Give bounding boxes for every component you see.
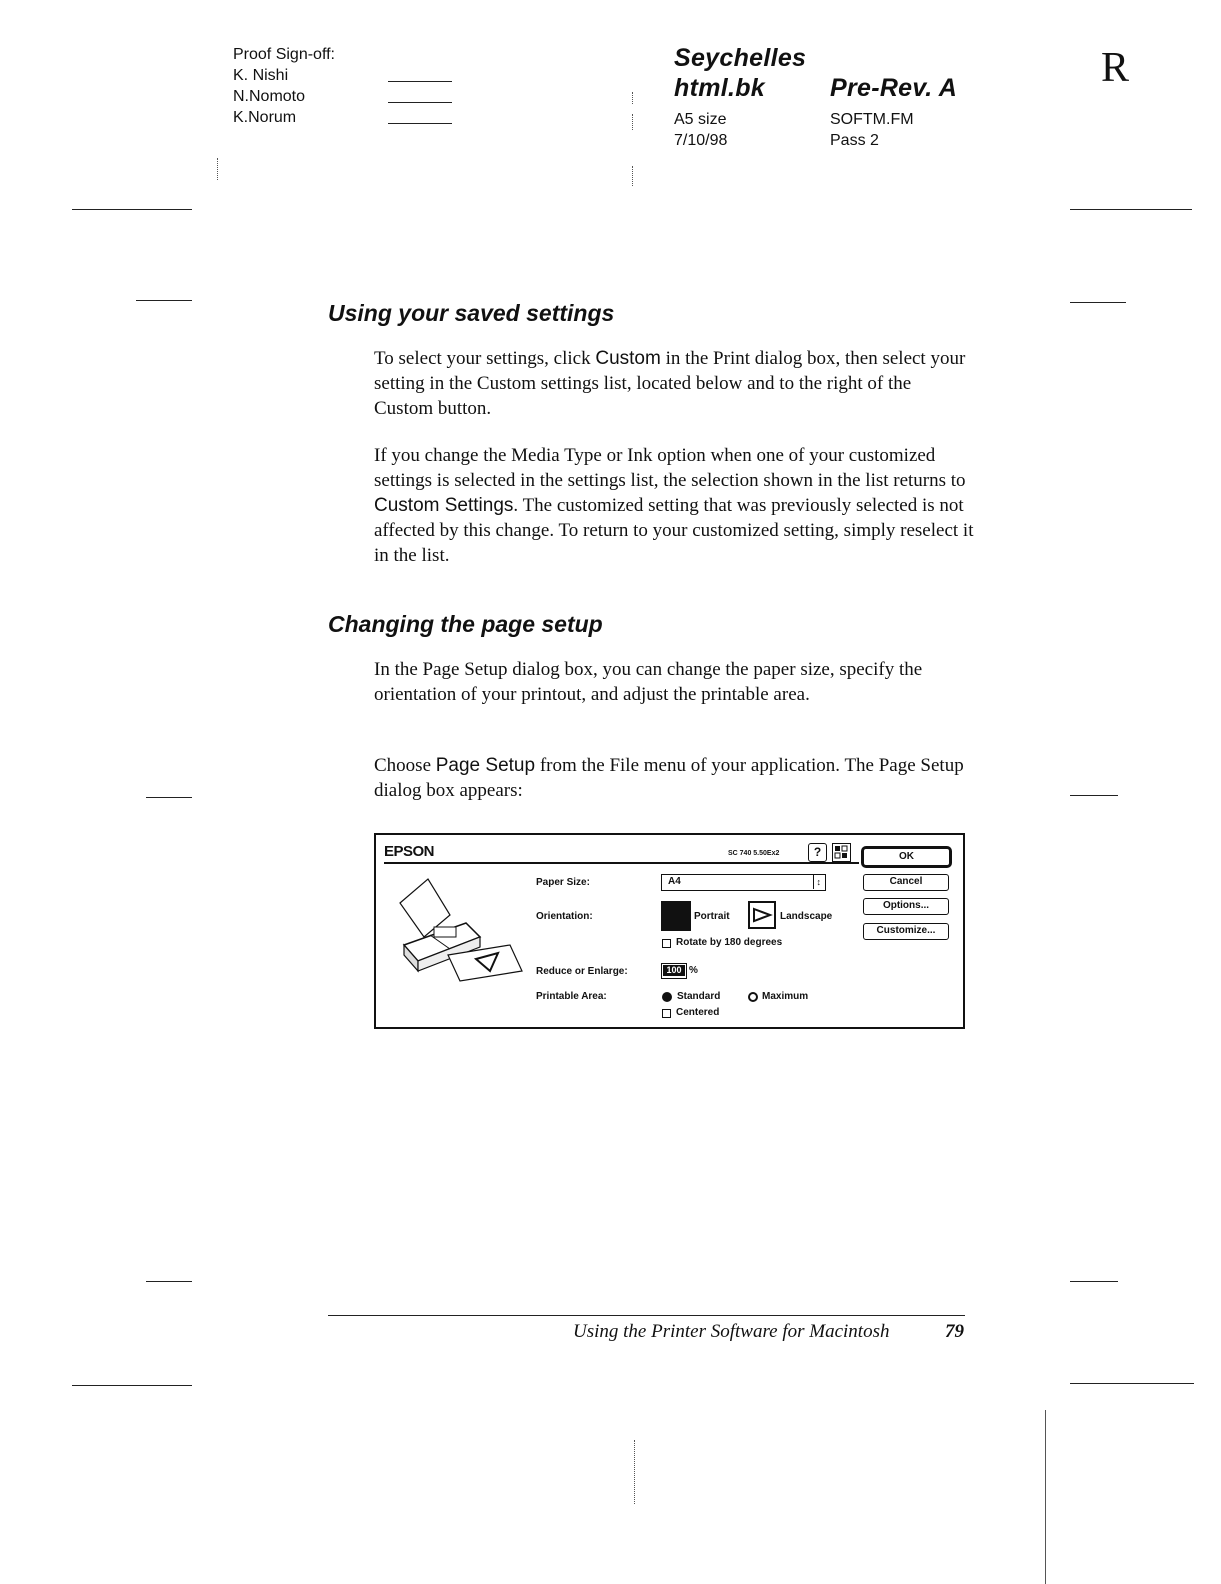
maximum-radio[interactable] xyxy=(748,992,758,1002)
options-button[interactable]: Options... xyxy=(863,898,949,915)
rotate-label: Rotate by 180 degrees xyxy=(676,937,783,948)
maximum-label: Maximum xyxy=(762,991,809,1002)
guide-dots xyxy=(634,1440,635,1504)
signer-2: N.Nomoto xyxy=(233,88,306,105)
cancel-button[interactable]: Cancel xyxy=(863,874,949,891)
crop-mark xyxy=(146,1281,192,1282)
guide-dots xyxy=(632,114,633,130)
reduce-enlarge-input[interactable] xyxy=(661,963,687,979)
guide-line xyxy=(1045,1410,1046,1584)
brand-logo: EPSON xyxy=(384,843,435,860)
signature-line xyxy=(388,102,452,103)
proof-signoff xyxy=(233,44,335,128)
reduce-enlarge-label: Reduce or Enlarge: xyxy=(536,966,628,977)
ui-term: Custom Settings xyxy=(374,495,514,516)
guide-dots xyxy=(632,166,633,186)
corner-letter: R xyxy=(1101,45,1130,91)
crop-mark xyxy=(146,797,192,798)
crop-mark xyxy=(136,300,192,301)
book-file: html.bk xyxy=(674,74,765,102)
signature-line xyxy=(388,81,452,82)
orientation-label: Orientation: xyxy=(536,911,593,922)
text: in the Print dialog box, then select your setting in the Custom settings list, located below and to the right of the Custom button. xyxy=(374,348,966,419)
footer-rule xyxy=(328,1315,965,1316)
crop-mark xyxy=(1070,1383,1194,1384)
paper-size-select[interactable] xyxy=(661,874,826,891)
date: 7/10/98 xyxy=(674,132,728,149)
signer-3: K.Norum xyxy=(233,109,297,126)
paper-size-label: Paper Size: xyxy=(536,877,590,888)
title-rule xyxy=(384,862,859,864)
rotate-checkbox[interactable] xyxy=(662,939,671,948)
info-icon[interactable] xyxy=(832,843,851,862)
ok-button[interactable]: OK xyxy=(861,846,952,868)
paragraph: In the Page Setup dialog box, you can change the paper size, specify the orientation of your printout, and adjust the printable area. xyxy=(374,659,923,705)
standard-label: Standard xyxy=(677,991,721,1002)
crop-mark xyxy=(1070,1281,1118,1282)
paragraph xyxy=(374,753,974,803)
proof-title: Proof Sign-off: xyxy=(233,46,335,63)
page-size: A5 size xyxy=(674,111,727,128)
portrait-label: Portrait xyxy=(694,911,730,922)
ui-term: Custom xyxy=(595,348,661,369)
printable-area-label: Printable Area: xyxy=(536,991,607,1002)
help-icon[interactable]: ? xyxy=(808,843,827,862)
guide-dots xyxy=(217,158,218,180)
crop-mark xyxy=(72,209,192,210)
text: from the File menu of your application. The Page Setup dialog box appears: xyxy=(374,755,964,801)
paper-size-value: A4 xyxy=(668,876,681,887)
signer-1: K. Nishi xyxy=(233,67,289,84)
crop-mark xyxy=(1070,209,1192,210)
customize-button[interactable]: Customize... xyxy=(863,923,949,940)
popup-arrows-icon: ↕ xyxy=(813,875,822,889)
standard-radio[interactable] xyxy=(662,992,672,1002)
footer-title: Using the Printer Software for Macintosh xyxy=(573,1321,890,1342)
printer-illustration-icon xyxy=(394,875,526,985)
section-heading-page-setup: Changing the page setup xyxy=(328,611,603,637)
revision: Pre-Rev. A xyxy=(830,74,958,102)
book-title: Seychelles xyxy=(674,44,807,72)
reduce-enlarge-value: 100 xyxy=(663,965,685,976)
paragraph xyxy=(374,443,974,568)
centered-label: Centered xyxy=(676,1007,720,1018)
signature-line xyxy=(388,123,452,124)
paragraph xyxy=(374,346,974,421)
section-heading-saved-settings: Using your saved settings xyxy=(328,300,615,326)
centered-checkbox[interactable] xyxy=(662,1009,671,1018)
page-number: 79 xyxy=(945,1321,964,1342)
ui-term: Page Setup xyxy=(435,755,536,776)
crop-mark xyxy=(1070,795,1118,796)
fm-file: SOFTM.FM xyxy=(830,111,914,128)
guide-dots xyxy=(632,92,633,104)
crop-mark xyxy=(72,1385,192,1386)
portrait-icon[interactable] xyxy=(661,901,691,931)
text: Choose xyxy=(374,755,436,776)
text: . The customized setting that was previously selected is not affected by this change. To return to your customized setting, simply reselect it in the list. xyxy=(374,495,974,566)
pass: Pass 2 xyxy=(830,132,879,149)
crop-mark xyxy=(1070,302,1126,303)
model-version: SC 740 5.50Ex2 xyxy=(728,850,780,857)
page-setup-dialog xyxy=(374,833,965,1029)
percent-sign: % xyxy=(689,965,698,976)
text: If you change the Media Type or Ink option when one of your customized settings is selected in the settings list, the selection shown in the list returns to xyxy=(374,445,966,491)
landscape-label: Landscape xyxy=(780,911,833,922)
text: To select your settings, click xyxy=(374,348,596,369)
landscape-icon[interactable] xyxy=(748,901,776,929)
